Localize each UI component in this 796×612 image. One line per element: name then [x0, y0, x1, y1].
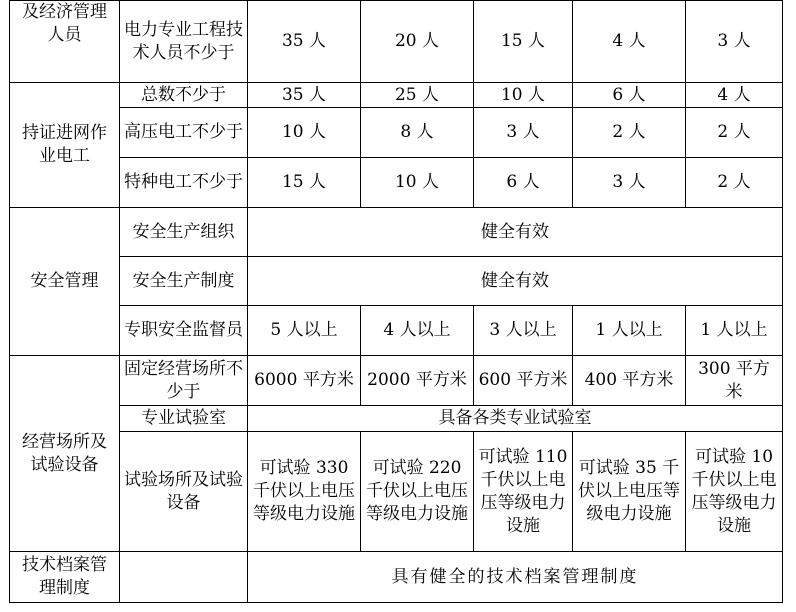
- value-cell: 1 人以上: [686, 306, 783, 356]
- value-cell: 6 人: [573, 83, 686, 108]
- value-cell: 4 人以上: [361, 306, 474, 356]
- table-row-certified-total: [10, 83, 783, 108]
- table-row-certified-high-voltage: [10, 108, 783, 158]
- item-cell-fixed-site: 固定经营场所不少于: [120, 356, 248, 406]
- value-cell: 3 人: [474, 108, 573, 158]
- table-row-safety-organization: [10, 208, 783, 257]
- value-cell: 2000 平方米: [361, 356, 474, 406]
- table-row-archives: [10, 552, 783, 603]
- value-cell: 可试验 330 千伏以上电压等级电力设施: [248, 432, 361, 552]
- item-cell-safety-supervisor: 专职安全监督员: [120, 306, 248, 356]
- archives-value-cell: 具有健全的技术档案管理制度: [248, 552, 783, 603]
- value-cell: 2 人: [573, 108, 686, 158]
- value-cell: 5 人以上: [248, 306, 361, 356]
- item-cell-lab: 专业试验室: [120, 406, 248, 432]
- value-cell: 15 人: [474, 1, 573, 83]
- category-cell-premises: 经营场所及试验设备: [10, 356, 120, 552]
- qualification-table-container: [9, 0, 783, 603]
- item-cell-equipment: 试验场所及试验设备: [120, 432, 248, 552]
- value-cell: 4 人: [686, 83, 783, 108]
- value-cell: 可试验 35 千伏以上电压等级电力设施: [573, 432, 686, 552]
- value-cell: 400 平方米: [573, 356, 686, 406]
- value-cell: 10 人: [248, 108, 361, 158]
- item-cell-safety-organization: 安全生产组织: [120, 208, 248, 257]
- table-row-equipment: [10, 432, 783, 552]
- value-cell: 600 平方米: [474, 356, 573, 406]
- category-cell-certified: 持证进网作业电工: [10, 83, 120, 208]
- item-cell-engineers: 电力专业工程技术人员不少于: [120, 1, 248, 83]
- table-row-lab: [10, 406, 783, 432]
- item-cell-high-voltage: 高压电工不少于: [120, 108, 248, 158]
- value-cell: 300 平方米: [686, 356, 783, 406]
- value-cell: 6000 平方米: [248, 356, 361, 406]
- table-row-safety-supervisor: [10, 306, 783, 356]
- value-cell: 35 人: [248, 1, 361, 83]
- value-cell: 3 人: [573, 158, 686, 208]
- qualification-requirements-table: [9, 0, 783, 603]
- value-cell: 1 人以上: [573, 306, 686, 356]
- value-cell: 可试验 10 千伏以上电压等级电力设施: [686, 432, 783, 552]
- item-cell-total: 总数不少于: [120, 83, 248, 108]
- value-cell: 2 人: [686, 158, 783, 208]
- item-cell-special: 特种电工不少于: [120, 158, 248, 208]
- value-cell: 可试验 110 千伏以上电压等级电力设施: [474, 432, 573, 552]
- value-cell: 20 人: [361, 1, 474, 83]
- value-cell: 10 人: [361, 158, 474, 208]
- value-cell: 6 人: [474, 158, 573, 208]
- value-cell: 3 人以上: [474, 306, 573, 356]
- category-cell-archives: [10, 552, 248, 603]
- value-cell: 3 人: [686, 1, 783, 83]
- value-cell: 2 人: [686, 108, 783, 158]
- table-row-fixed-site: [10, 356, 783, 406]
- value-cell: 10 人: [474, 83, 573, 108]
- table-row-safety-system: [10, 257, 783, 306]
- value-cell: 25 人: [361, 83, 474, 108]
- category-cell-safety: 安全管理: [10, 208, 120, 356]
- value-cell: 8 人: [361, 108, 474, 158]
- category-cell-personnel: 及经济管理人员: [10, 1, 120, 83]
- table-row-certified-special: [10, 158, 783, 208]
- archives-label: 技术档案管理制度: [10, 552, 120, 602]
- value-cell: 4 人: [573, 1, 686, 83]
- merged-value-cell: 具备各类专业试验室: [248, 406, 783, 432]
- merged-value-cell: 健全有效: [248, 208, 783, 257]
- item-cell-safety-system: 安全生产制度: [120, 257, 248, 306]
- value-cell: 可试验 220 千伏以上电压等级电力设施: [361, 432, 474, 552]
- value-cell: 15 人: [248, 158, 361, 208]
- table-row-personnel: [10, 1, 783, 83]
- value-cell: 35 人: [248, 83, 361, 108]
- merged-value-cell: 健全有效: [248, 257, 783, 306]
